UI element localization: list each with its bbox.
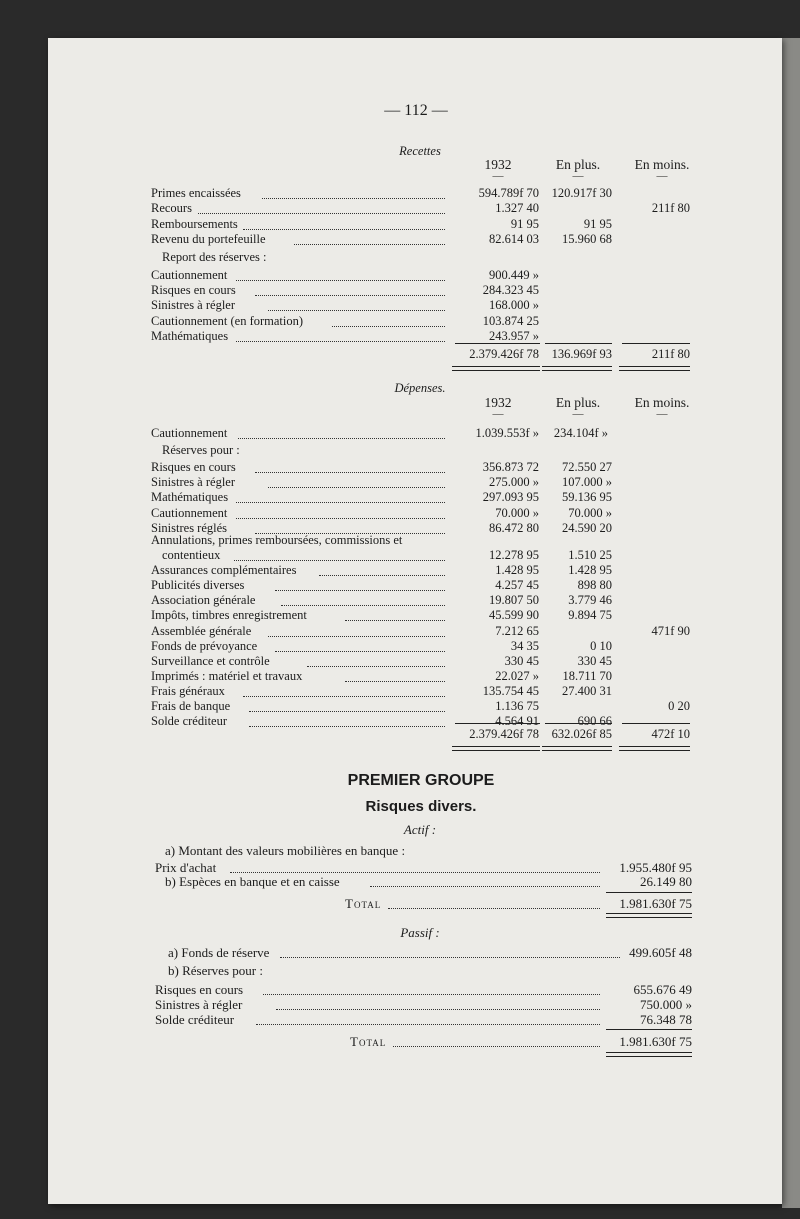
- row-label: Remboursements: [151, 216, 238, 231]
- dot-leader: [243, 229, 445, 230]
- value-en-plus: 690 66: [577, 714, 612, 729]
- page-edge: [782, 38, 800, 1208]
- especes-label: b) Espèces en banque et en caisse: [165, 874, 340, 889]
- document-page: [48, 38, 782, 1204]
- total-1932: 2.379.426f 78: [469, 347, 539, 361]
- row-label: Cautionnement (en formation): [151, 313, 304, 328]
- dot-leader: [276, 1009, 600, 1010]
- row-label: Solde créditeur: [151, 714, 228, 729]
- total-double-rule: [542, 366, 612, 371]
- dot-leader: [243, 696, 445, 697]
- value-en-plus: 898 80: [577, 578, 612, 593]
- value-en-moins: 471f 90: [651, 623, 690, 638]
- col-dash: —: [492, 408, 504, 420]
- dot-leader: [255, 472, 445, 473]
- value-en-plus: 9.894 75: [568, 608, 612, 623]
- value-en-plus: 107.000 »: [562, 475, 612, 490]
- row-label: Association générale: [151, 593, 256, 608]
- col-en-plus: En plus.: [555, 395, 601, 410]
- prix-achat-label: Prix d'achat: [155, 860, 217, 875]
- total-double-rule: [619, 746, 690, 751]
- dot-leader: [370, 886, 600, 887]
- row-label: Fonds de prévoyance: [151, 638, 258, 653]
- col-dash: —: [656, 170, 668, 182]
- value-1932: 168.000 »: [489, 298, 539, 313]
- value-1932: 91 95: [510, 216, 539, 231]
- total-double-rule: [452, 366, 540, 371]
- dot-leader: [236, 280, 445, 281]
- value-1932: 103.874 25: [482, 313, 539, 328]
- value-en-plus: 27.400 31: [562, 683, 612, 698]
- row-label: Impôts, timbres enregistrement: [151, 608, 307, 623]
- reserves-label: b) Réserves pour :: [168, 963, 263, 978]
- dot-leader: [275, 651, 445, 652]
- subtotal-rule: [545, 723, 612, 724]
- recettes-heading: Recettes: [399, 144, 441, 158]
- value-1932: 7.212 65: [495, 623, 539, 638]
- value-1932: 1.136 75: [495, 699, 539, 713]
- row-label: Risques en cours: [151, 460, 236, 474]
- dot-leader: [256, 1024, 600, 1025]
- row-label: Surveillance et contrôle: [151, 653, 270, 668]
- dot-leader: [294, 244, 445, 245]
- row-label: Cautionnement: [151, 426, 228, 440]
- value-1932: 275.000 »: [489, 475, 539, 490]
- reserves-heading: Réserves pour :: [162, 443, 240, 457]
- dot-leader: [262, 198, 445, 199]
- value-en-plus: 70.000 »: [568, 505, 612, 520]
- row-label: Risques en cours: [151, 283, 236, 298]
- dot-leader: [236, 341, 445, 342]
- value-en-plus: 59.136 95: [562, 490, 612, 505]
- value-en-plus: 15.960 68: [562, 231, 612, 246]
- passif-value: 76.348 78: [640, 1012, 692, 1028]
- row-label: Publicités diverses: [151, 578, 245, 593]
- value-1932: 297.093 95: [482, 490, 539, 505]
- row-label: Frais de banque: [151, 699, 231, 713]
- value-en-plus: 330 45: [577, 653, 612, 668]
- dot-leader: [230, 872, 600, 873]
- section-subtitle: Risques divers.: [365, 798, 477, 815]
- subtotal-rule: [545, 343, 612, 344]
- col-dash: —: [572, 170, 584, 182]
- value-en-moins: 211f 80: [651, 201, 690, 216]
- total-en-plus: 136.969f 93: [551, 347, 612, 361]
- value-1932: 19.807 50: [489, 593, 539, 608]
- actif-heading: Actif :: [403, 822, 437, 837]
- dot-leader: [238, 438, 445, 439]
- col-1932: 1932: [484, 395, 512, 410]
- dot-leader: [275, 590, 445, 591]
- value-en-plus: 1.428 95: [568, 563, 612, 578]
- dot-leader: [268, 636, 445, 637]
- section-title: PREMIER GROUPE: [347, 772, 495, 789]
- dot-leader: [263, 994, 600, 995]
- row-label: Solde créditeur: [155, 1012, 235, 1028]
- dot-leader: [249, 711, 445, 712]
- row-label: Mathématiques: [151, 490, 229, 505]
- total-en-moins: 472f 10: [651, 727, 690, 741]
- row-label: Sinistres à régler: [151, 298, 236, 313]
- dot-leader: [307, 666, 445, 667]
- col-1932: 1932: [484, 157, 512, 172]
- value-1932: 4.564 91: [495, 714, 539, 729]
- dot-leader: [388, 908, 600, 909]
- total-double-rule: [452, 746, 540, 751]
- row-label: Sinistres à régler: [151, 475, 236, 490]
- row-label: Assemblée générale: [151, 623, 252, 638]
- value-1932: 330 45: [504, 653, 539, 668]
- value-en-plus: 120.917f 30: [551, 186, 612, 200]
- dot-leader: [236, 502, 445, 503]
- passif-value: 750.000 »: [640, 997, 692, 1013]
- row-label: Primes encaissées: [151, 186, 241, 200]
- value-en-plus: 234.104f »: [553, 426, 608, 440]
- depenses-heading: Dépenses.: [394, 381, 446, 395]
- dot-leader: [268, 310, 445, 311]
- value-en-plus: 1.510 25: [568, 548, 612, 562]
- value-1932: 86.472 80: [489, 520, 539, 535]
- passif-heading: Passif :: [400, 925, 440, 940]
- value-en-plus: 3.779 46: [568, 593, 612, 608]
- dot-leader: [249, 726, 445, 727]
- subtotal-rule: [455, 343, 540, 344]
- col-dash: —: [572, 408, 584, 420]
- row-label: contentieux: [162, 548, 221, 562]
- value-1932: 4.257 45: [495, 578, 539, 593]
- value-1932: 356.873 72: [482, 460, 539, 474]
- row-label: Frais généraux: [151, 683, 225, 698]
- subtotal-rule: [606, 892, 692, 893]
- report-heading: Report des réserves :: [162, 250, 267, 264]
- value-1932: 70.000 »: [495, 505, 539, 520]
- col-en-plus: En plus.: [555, 157, 601, 172]
- row-label: Sinistres réglés: [151, 520, 228, 535]
- especes-value: 26.149 80: [640, 874, 692, 889]
- subtotal-rule: [606, 1029, 692, 1030]
- fonds-value: 499.605f 48: [629, 945, 692, 960]
- value-en-plus: 91 95: [583, 216, 612, 231]
- value-1932: 135.754 45: [482, 683, 539, 698]
- dot-leader: [281, 605, 445, 606]
- dot-leader: [236, 518, 445, 519]
- row-label: Imprimés : matériel et travaux: [151, 668, 303, 683]
- prix-achat-value: 1.955.480f 95: [619, 860, 692, 875]
- row-label: Risques en cours: [155, 982, 244, 997]
- value-1932: 45.599 90: [489, 608, 539, 623]
- value-1932: 1.039.553f »: [475, 426, 539, 440]
- value-1932: 1.327 40: [495, 201, 539, 216]
- page-number: — 112 —: [384, 102, 448, 119]
- value-en-plus: 72.550 27: [562, 460, 612, 474]
- dot-leader: [332, 326, 445, 327]
- row-label: Mathématiques: [151, 328, 229, 343]
- row-label: Annulations, primes remboursées, commissions et: [151, 533, 403, 547]
- dot-leader: [234, 560, 445, 561]
- value-en-plus: 18.711 70: [562, 668, 612, 683]
- total-label: Total: [350, 1034, 387, 1049]
- row-label: Assurances complémentaires: [151, 563, 297, 578]
- dot-leader: [198, 213, 445, 214]
- dot-leader: [280, 957, 620, 958]
- total-en-moins: 211f 80: [651, 347, 690, 361]
- row-label: Sinistres à régler: [155, 997, 243, 1013]
- value-1932: 900.449 »: [489, 268, 539, 282]
- total-double-rule: [619, 366, 690, 371]
- actif-a-label: a) Montant des valeurs mobilières en banque :: [165, 843, 406, 858]
- value-1932: 243.957 »: [489, 328, 539, 343]
- value-en-moins: 0 20: [668, 699, 690, 713]
- value-1932: 34 35: [510, 638, 539, 653]
- fonds-label: a) Fonds de réserve: [168, 945, 270, 960]
- actif-total: 1.981.630f 75: [619, 896, 692, 911]
- dot-leader: [345, 681, 445, 682]
- value-1932: 22.027 »: [495, 668, 539, 683]
- total-1932: 2.379.426f 78: [469, 727, 539, 741]
- total-double-rule: [606, 913, 692, 918]
- total-label: Total: [345, 896, 382, 911]
- value-1932: 594.789f 70: [478, 186, 539, 200]
- value-en-plus: 24.590 20: [562, 520, 612, 535]
- passif-value: 655.676 49: [633, 982, 692, 997]
- subtotal-rule: [622, 343, 690, 344]
- dot-leader: [268, 487, 445, 488]
- dot-leader: [345, 620, 445, 621]
- value-1932: 1.428 95: [495, 563, 539, 578]
- col-en-moins: En moins.: [634, 157, 690, 172]
- value-1932: 82.614 03: [489, 231, 539, 246]
- row-label: Recours: [151, 201, 192, 216]
- value-en-plus: 0 10: [590, 638, 612, 653]
- row-label: Cautionnement: [151, 505, 228, 520]
- col-en-moins: En moins.: [634, 395, 690, 410]
- subtotal-rule: [455, 723, 540, 724]
- subtotal-rule: [622, 723, 690, 724]
- col-dash: —: [656, 408, 668, 420]
- row-label: Cautionnement: [151, 268, 228, 282]
- row-label: Revenu du portefeuille: [151, 231, 266, 246]
- value-1932: 12.278 95: [489, 548, 539, 562]
- dot-leader: [393, 1046, 600, 1047]
- value-1932: 284.323 45: [482, 283, 539, 298]
- passif-total: 1.981.630f 75: [619, 1034, 692, 1049]
- dot-leader: [255, 295, 445, 296]
- total-double-rule: [542, 746, 612, 751]
- col-dash: —: [492, 170, 504, 182]
- dot-leader: [319, 575, 445, 576]
- total-en-plus: 632.026f 85: [551, 727, 612, 741]
- total-double-rule: [606, 1052, 692, 1057]
